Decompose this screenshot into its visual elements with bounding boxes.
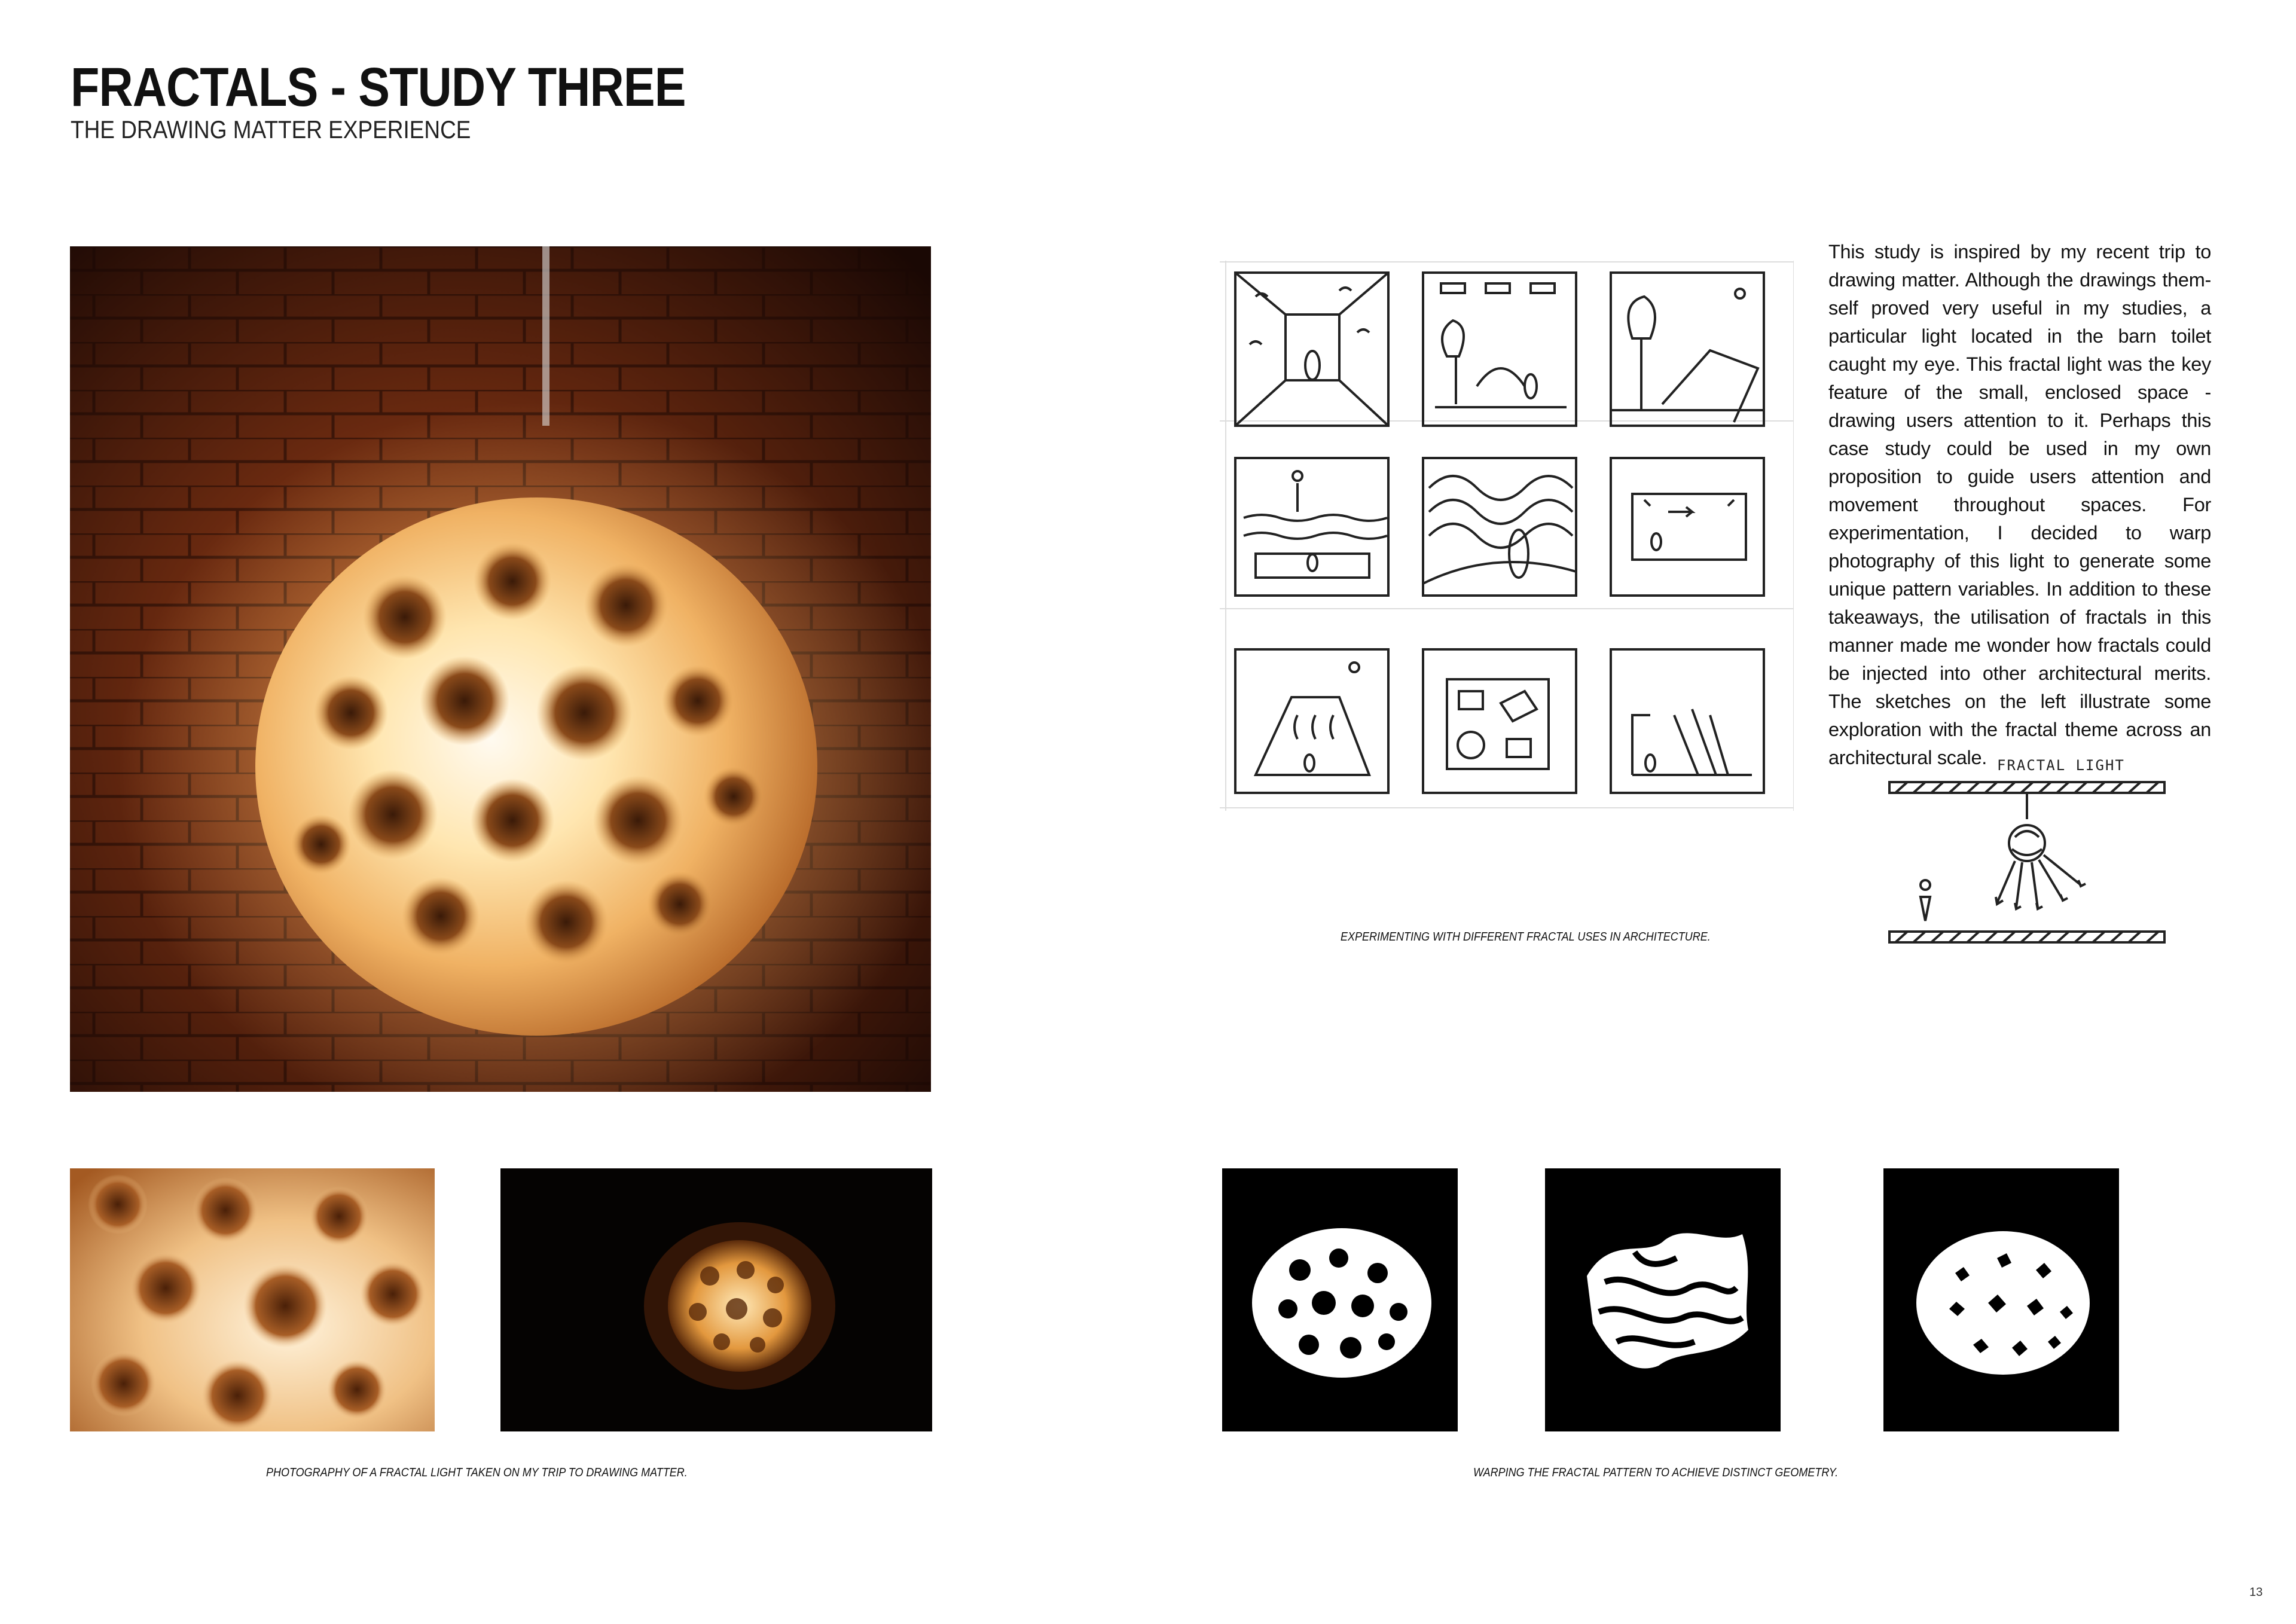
fractal-closeup-photo: [70, 1168, 435, 1431]
page-subtitle: THE DRAWING MATTER EXPERIENCE: [71, 115, 471, 144]
fractal-light-diagram: [1883, 757, 2170, 948]
sketch-landscape-arc: [1423, 273, 1576, 426]
sketch-grid: [1220, 261, 1794, 811]
warped-pattern-2: [1545, 1168, 1781, 1431]
sketch-room-perspective: [1235, 273, 1388, 426]
sketch-trapezoid-hall: [1235, 649, 1388, 793]
sketch-fractal-surface: [1423, 458, 1576, 596]
diagram-label: FRACTAL LIGHT: [1997, 757, 2125, 774]
fractal-light-dark-photo: [500, 1168, 932, 1431]
sketch-terrain-cut: [1611, 273, 1764, 426]
caption-sketches: EXPERIMENTING WITH DIFFERENT FRACTAL USES IN ARCHITECTURE.: [1341, 930, 1711, 944]
main-fractal-light-photo: [70, 246, 931, 1092]
page-title: FRACTALS - STUDY THREE: [71, 57, 686, 118]
caption-warping: WARPING THE FRACTAL PATTERN TO ACHIEVE DISTINCT GEOMETRY.: [1473, 1466, 1839, 1479]
sketch-sea-section: [1235, 458, 1388, 596]
sketch-section-light: [1611, 649, 1764, 793]
warped-pattern-1: [1222, 1168, 1458, 1431]
sketch-room-arrow: [1611, 458, 1764, 596]
page-number: 13: [2249, 1586, 2263, 1599]
warped-pattern-3: [1883, 1168, 2119, 1431]
study-description: This study is inspired by my recent trip to drawing matter. Although the drawings them-self proved very useful in my studies, a particular light located in the barn toilet caught my eye. This fractal light was the key feature of the small, enclosed space - drawing users attention to it. Perhaps this case study could be used in my own proposition to guide users attention and movement throughout spaces. For experimentation, I decided to warp photography of this light to generate some unique pattern variables. In addition to these takeaways, the utilisation of fractals in this manner made me wonder how fractals could be injected into other architectural merits. The sketches on the left illustrate some exploration with the fractal theme across an architectural scale.: [1828, 241, 2211, 768]
caption-photography: PHOTOGRAPHY OF A FRACTAL LIGHT TAKEN ON MY TRIP TO DRAWING MATTER.: [266, 1466, 688, 1479]
sketch-plan-shapes: [1423, 649, 1576, 793]
